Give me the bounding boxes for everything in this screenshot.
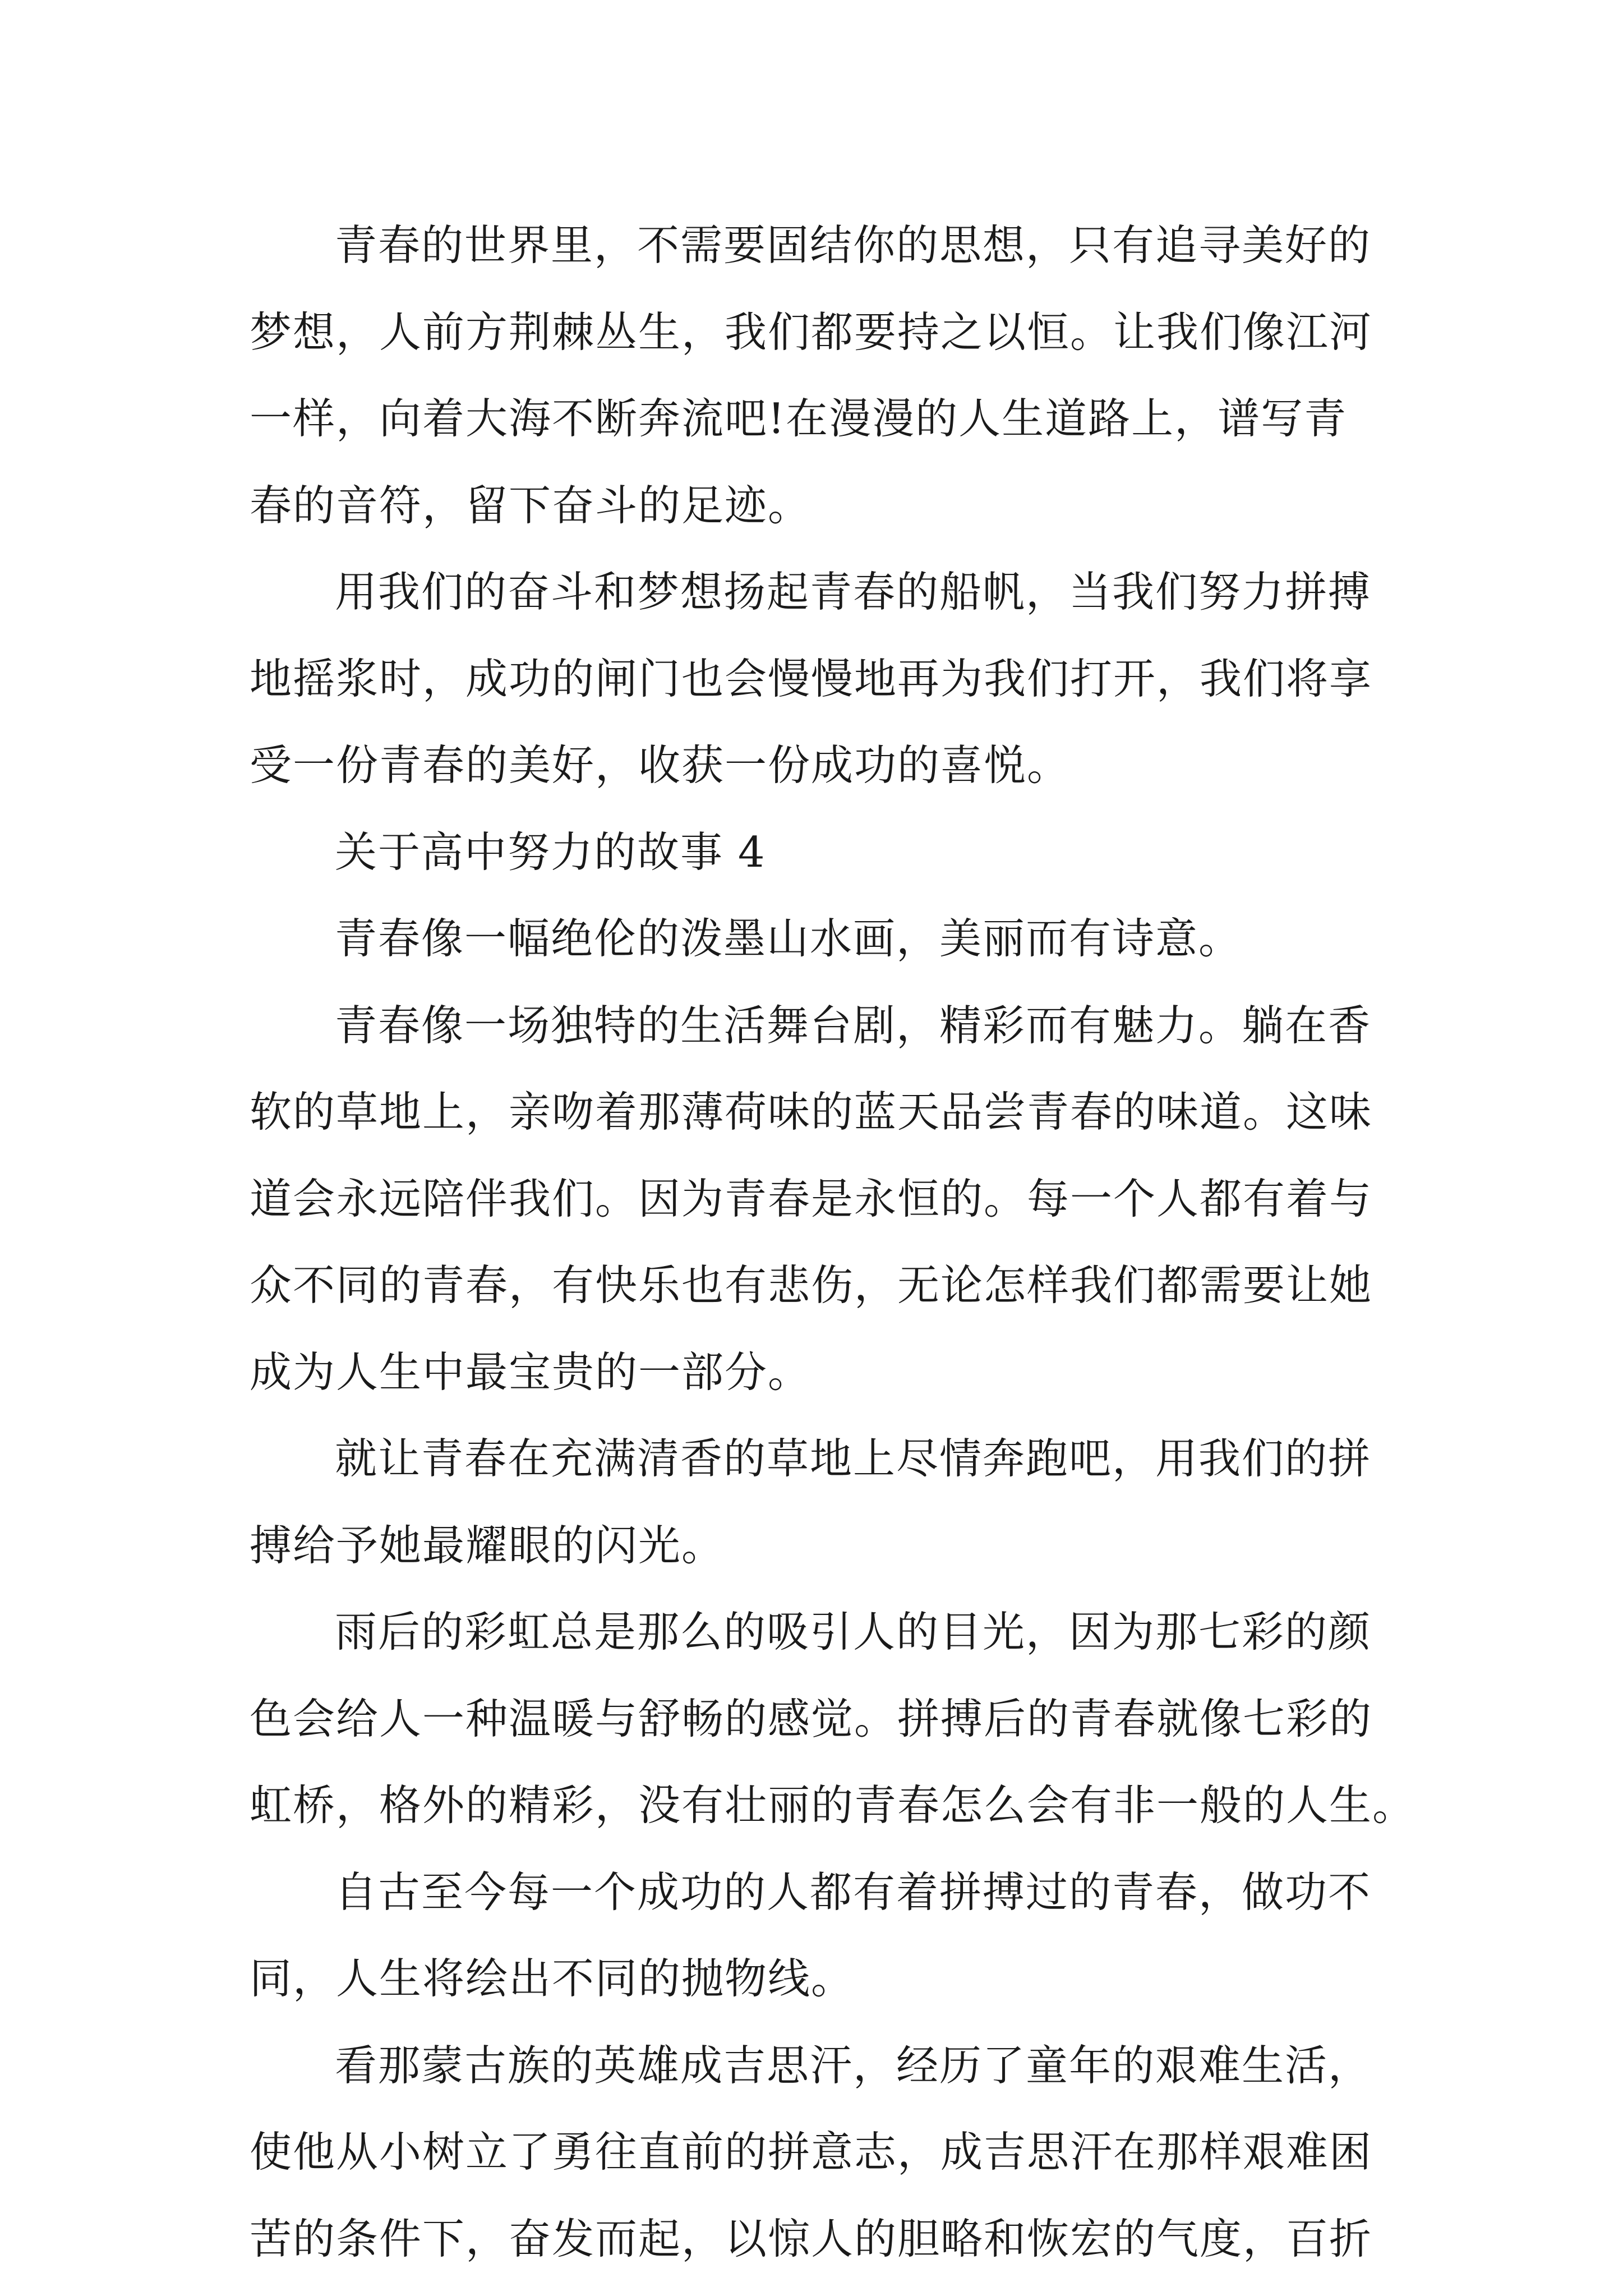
text-line: 梦想，人前方荆棘丛生，我们都要持之以恒。让我们像江河 — [250, 307, 1373, 357]
text-line: 使他从小树立了勇往直前的拼意志，成吉思汗在那样艰难困 — [250, 2127, 1373, 2177]
text-line: 成为人生中最宝贵的一部分。 — [250, 1347, 811, 1397]
document-body — [250, 202, 1416, 2282]
text-line: 软的草地上，亲吻着那薄荷味的蓝天品尝青春的味道。这味 — [250, 1087, 1373, 1137]
text-line: 用我们的奋斗和梦想扬起青春的船帆，当我们努力拼搏 — [335, 567, 1372, 616]
text-line: 虹桥，格外的精彩，没有壮丽的青春怎么会有非一般的人生。 — [250, 1780, 1416, 1830]
text-line: 地摇浆时，成功的闸门也会慢慢地再为我们打开，我们将享 — [250, 654, 1373, 703]
text-line: 色会给人一种温暖与舒畅的感觉。拼搏后的青春就像七彩的 — [250, 1694, 1373, 1743]
text-line: 春的音符，留下奋斗的足迹。 — [250, 480, 811, 530]
text-line: 众不同的青春，有快乐也有悲伤，无论怎样我们都需要让她 — [250, 1260, 1373, 1310]
text-line: 青春像一幅绝伦的泼墨山水画，美丽而有诗意。 — [335, 914, 1242, 963]
text-line: 关于高中努力的故事 4 — [335, 827, 766, 877]
text-line: 自古至今每一个成功的人都有着拼搏过的青春，做功不 — [335, 1867, 1372, 1917]
text-line: 就让青春在充满清香的草地上尽情奔跑吧，用我们的拼 — [335, 1434, 1372, 1483]
text-line: 青春的世界里，不需要固结你的思想，只有追寻美好的 — [335, 220, 1372, 270]
text-line: 看那蒙古族的英雄成吉思汗，经历了童年的艰难生活， — [335, 2040, 1372, 2090]
text-line: 受一份青春的美好，收获一份成功的喜悦。 — [250, 740, 1071, 790]
text-line: 雨后的彩虹总是那么的吸引人的目光，因为那七彩的颜 — [335, 1607, 1372, 1657]
text-line: 苦的条件下，奋发而起，以惊人的胆略和恢宏的气度，百折 — [250, 2214, 1373, 2263]
text-line: 搏给予她最耀眼的闪光。 — [250, 1520, 725, 1570]
text-line: 道会永远陪伴我们。因为青春是永恒的。每一个人都有着与 — [250, 1174, 1373, 1223]
text-line: 一样，向着大海不断奔流吧!在漫漫的人生道路上，谱写青 — [250, 394, 1348, 443]
text-line: 同，人生将绘出不同的抛物线。 — [250, 1954, 855, 2003]
text-line: 青春像一场独特的生活舞台剧，精彩而有魅力。躺在香 — [335, 1000, 1372, 1050]
